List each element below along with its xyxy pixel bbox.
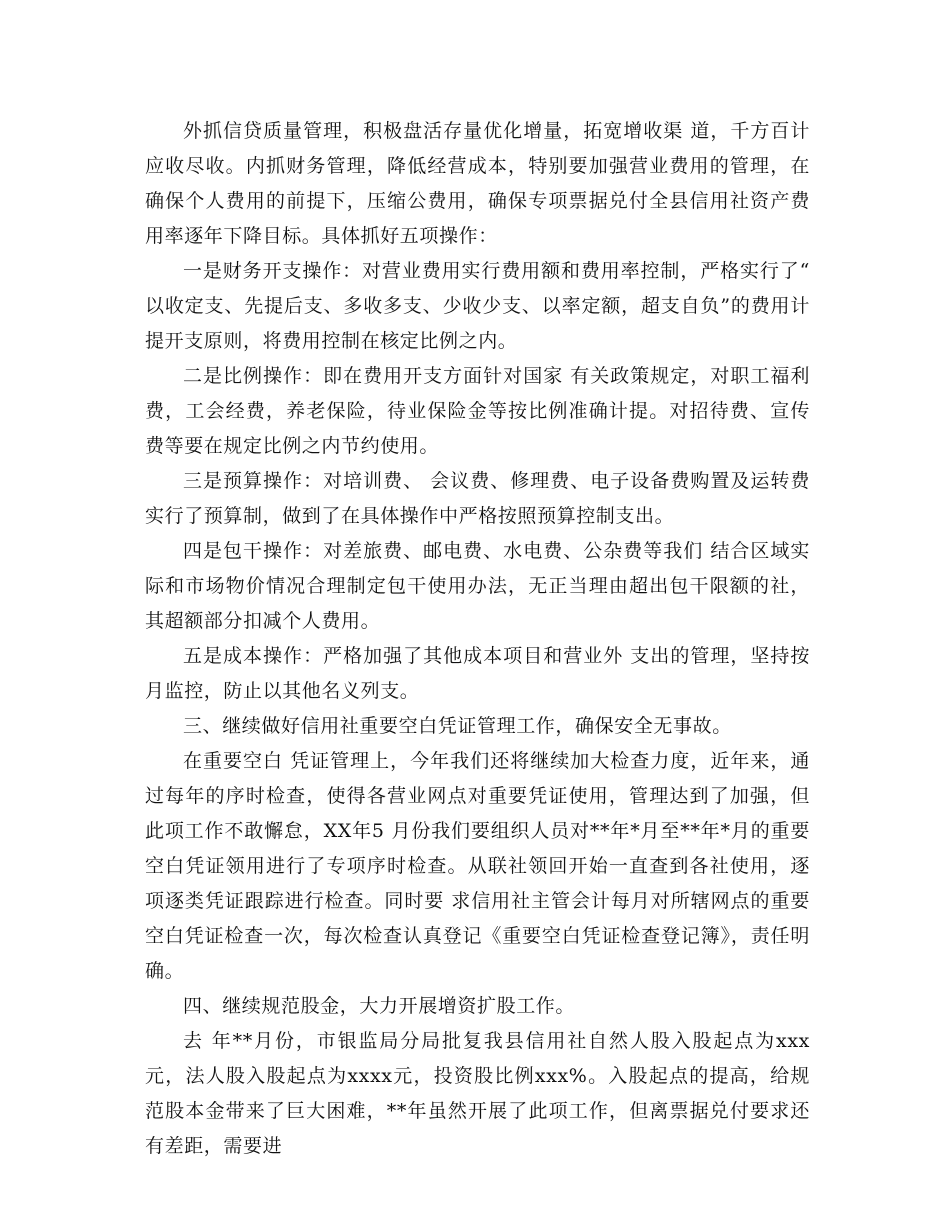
section-heading-shares: 四、继续规范股金，大力开展增资扩股工作。 [183, 995, 576, 1017]
paragraph-cost: 五是成本操作：严格加强了其他成本项目和营业外 支出的管理，坚持按月监控，防止以其他名义列支。 [145, 645, 810, 702]
paragraph-shares: 去 年**月份，市银监局分局批复我县信用社自然人股入股起点为xxx元，法人股入股起点为xxxx元，投资股比例xxx%。入股起点的提高，给规范股本金带来了巨大困难，**年虽然开展了此项工作，但离票据兑付要求还有差距，需要进 [145, 1030, 810, 1157]
paragraph-ratio: 二是比例操作：即在费用开支方面针对国家 有关政策规定，对职工福利费，工会经费，养老保险，待业保险金等按比例准确计提。对招待费、宣传费等要在规定比例之内节约使用。 [145, 365, 810, 457]
paragraph-voucher: 在重要空白 凭证管理上，今年我们还将继续加大检查力度，近年来，通过每年的序时检查，使得各营业网点对重要凭证使用，管理达到了加强，但此项工作不敢懈怠，XX年5 月份我们要组织人员对**年*月至**年*月的重要空白凭证领用进行了专项序时检查。从联社领回开始一直查到各社使用，逐项逐类凭证跟踪进行检查。同时要 求信用社主管会计每月对所辖网点的重要空白凭证检查一次，每次检查认真登记《重要空白凭证检查登记簿》，责任明确。 [145, 750, 810, 982]
document-body [145, 114, 810, 1164]
paragraph-financial-expense: 一是财务开支操作：对营业费用实行费用额和费用率控制，严格实行了“ 以收定支、先提后支、多收多支、少收少支、以率定额，超支自负”的费用计提开支原则，将费用控制在核定比例之内。 [145, 260, 810, 352]
section-heading-voucher: 三、继续做好信用社重要空白凭证管理工作，确保安全无事故。 [183, 715, 732, 737]
paragraph-contract: 四是包干操作：对差旅费、邮电费、水电费、公杂费等我们 结合区域实际和市场物价情况合理制定包干使用办法，无正当理由超出包干限额的社，其超额部分扣减个人费用。 [145, 540, 810, 632]
paragraph-intro: 外抓信贷质量管理，积极盘活存量优化增量，拓宽增收渠 道，千方百计应收尽收。内抓财务管理，降低经营成本，特别要加强营业费用的管理，在确保个人费用的前提下，压缩公费用，确保专项票据兑付全县信用社资产费 用率逐年下降目标。具体抓好五项操作： [145, 120, 810, 247]
paragraph-budget: 三是预算操作：对培训费、 会议费、修理费、电子设备费购置及运转费实行了预算制，做到了在具体操作中严格按照预算控制支出。 [145, 470, 810, 527]
